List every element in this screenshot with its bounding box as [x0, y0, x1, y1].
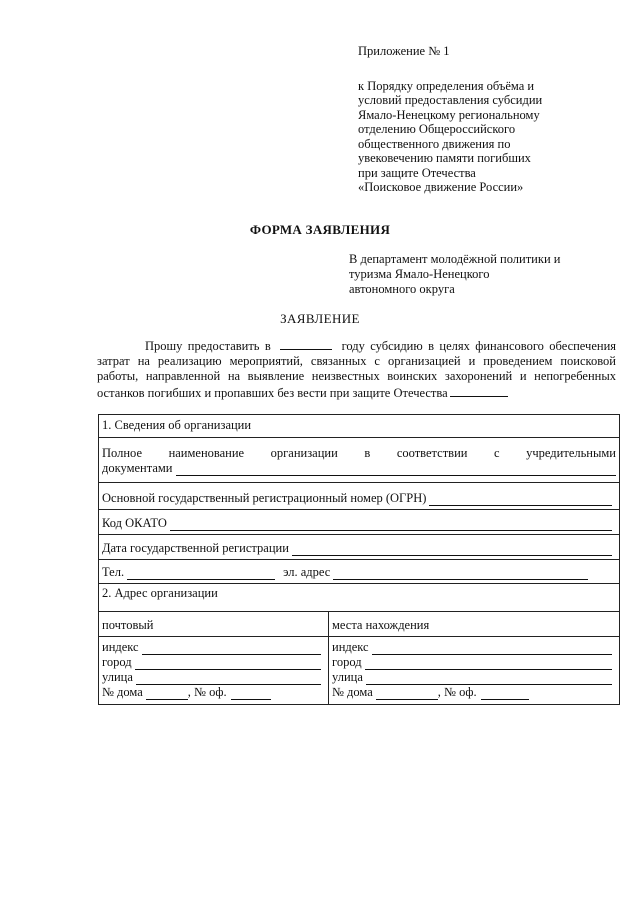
word: наименование: [168, 446, 245, 460]
location-address: [329, 637, 619, 704]
statement-title: ЗАЯВЛЕНИЕ: [280, 311, 360, 326]
postal-house-line: [102, 685, 325, 700]
recipient-line: туризма Ямало-Ненецкого: [349, 267, 490, 281]
location-city-label: город: [332, 655, 362, 669]
period-field[interactable]: [450, 385, 508, 397]
contacts-row: [99, 560, 619, 584]
full-name-label-2: документами: [102, 461, 173, 475]
postal-city-label: город: [102, 655, 132, 669]
recipient-line: автономного округа: [349, 282, 455, 296]
full-name-line: [102, 461, 616, 476]
okato-line: [102, 516, 616, 531]
okato-row: [99, 510, 619, 535]
postal-index-field[interactable]: [142, 643, 321, 655]
location-house-line: [332, 685, 616, 700]
organization-table: [98, 414, 620, 705]
postal-house-field[interactable]: [146, 688, 188, 700]
word: Полное: [102, 446, 142, 460]
email-field[interactable]: [333, 568, 588, 580]
appendix-line: отделению Общероссийского: [358, 122, 516, 136]
section1-row: [99, 415, 619, 438]
location-house-field[interactable]: [376, 688, 438, 700]
address-header-row: [99, 612, 619, 637]
location-city-field[interactable]: [365, 658, 612, 670]
appendix-block: [358, 44, 628, 195]
postal-index-line: [102, 640, 325, 655]
paragraph-start: Прошу предоставить в: [145, 339, 271, 353]
postal-index-label: индекс: [102, 640, 139, 654]
ogrn-row: [99, 483, 619, 510]
location-street-label: улица: [332, 670, 363, 684]
phone-field[interactable]: [127, 568, 275, 580]
word: соответствии: [396, 446, 468, 460]
reg-date-line: [102, 541, 616, 556]
location-index-line: [332, 640, 616, 655]
location-office-label: , № оф.: [437, 685, 477, 699]
location-header: места нахождения: [332, 618, 430, 632]
location-street-field[interactable]: [366, 673, 612, 685]
location-index-label: индекс: [332, 640, 369, 654]
location-header-cell: [329, 612, 619, 636]
appendix-line: к Порядку определения объёма и: [358, 78, 535, 93]
postal-street-label: улица: [102, 670, 133, 684]
appendix-line: «Поисковое движение России»: [358, 180, 524, 194]
postal-street-field[interactable]: [136, 673, 321, 685]
section1-title: 1. Сведения об организации: [102, 418, 252, 432]
word: организации: [270, 446, 338, 460]
okato-field[interactable]: [170, 519, 612, 531]
full-name-words: [102, 446, 616, 461]
word: в: [364, 446, 371, 460]
appendix-line: при защите Отечества: [358, 165, 476, 180]
location-city-line: [332, 655, 616, 670]
postal-office-field[interactable]: [231, 688, 271, 700]
paragraph-rest: году субсидию в целях финансового обеспечения затрат на реализацию мероприятий, связанных с организацией и проведением поисковой работы, направленной на выявление неизвестных воинских захоронений и непогребенных останков погибших и пропавших без вести при защите Отечества: [97, 339, 617, 400]
location-house-label: № дома: [332, 685, 373, 699]
location-index-field[interactable]: [372, 643, 612, 655]
ogrn-field[interactable]: [429, 494, 612, 506]
reg-date-row: [99, 535, 619, 560]
location-office-field[interactable]: [481, 688, 529, 700]
email-label: эл. адрес: [283, 565, 331, 579]
appendix-line: общественного движения по: [358, 136, 511, 151]
address-header-cols: [99, 612, 619, 636]
ogrn-label: Основной государственный регистрационный номер (ОГРН): [102, 491, 427, 505]
form-title: ФОРМА ЗАЯВЛЕНИЯ: [249, 222, 391, 237]
full-name-field[interactable]: [176, 464, 616, 476]
contacts-line: [102, 565, 616, 580]
recipient-block: [349, 252, 619, 297]
appendix-line: условий предоставления субсидии: [358, 93, 543, 107]
okato-label: Код ОКАТО: [102, 516, 167, 530]
word: с: [494, 446, 500, 460]
postal-street-line: [102, 670, 325, 685]
location-street-line: [332, 670, 616, 685]
ogrn-line: [102, 491, 616, 506]
address-fields-cols: [99, 637, 619, 704]
section2-title: 2. Адрес организации: [102, 586, 218, 600]
word: учредительными: [526, 446, 616, 460]
appendix-number: Приложение № 1: [358, 44, 450, 58]
reg-date-label: Дата государственной регистрации: [102, 541, 289, 555]
full-name-row: [99, 438, 619, 483]
reg-date-field[interactable]: [292, 544, 612, 556]
appendix-line: Ямало-Ненецкому региональному: [358, 107, 540, 122]
postal-office-label: , № оф.: [187, 685, 227, 699]
postal-house-label: № дома: [102, 685, 143, 699]
statement-paragraph: [97, 338, 616, 401]
postal-header-cell: [99, 612, 329, 636]
postal-header: почтовый: [102, 618, 154, 632]
postal-city-line: [102, 655, 325, 670]
appendix-line: увековечению памяти погибших: [358, 151, 531, 165]
recipient-line: В департамент молодёжной политики и: [349, 252, 561, 266]
postal-address: [99, 637, 329, 704]
phone-label: Тел.: [102, 565, 125, 579]
postal-city-field[interactable]: [135, 658, 321, 670]
year-field[interactable]: [280, 338, 332, 350]
address-fields-row: [99, 637, 619, 704]
section2-row: [99, 584, 619, 612]
